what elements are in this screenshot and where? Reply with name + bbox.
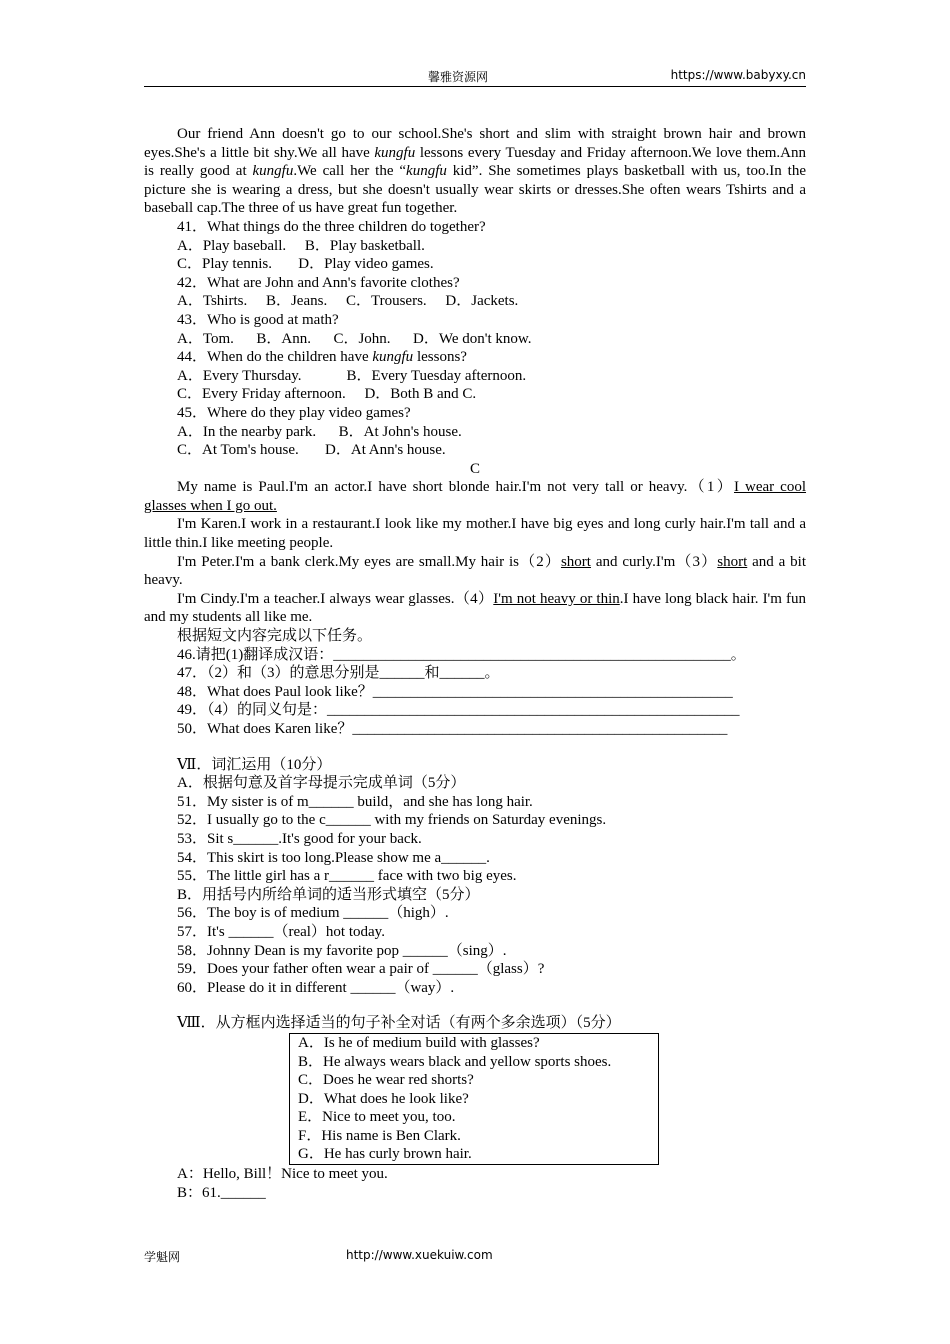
passage-text: My name is Paul.I'm an actor.I have short blonde hair.I'm not very tall or heavy.（1） xyxy=(177,479,734,496)
option-a: A．Is he of medium build with glasses? xyxy=(298,1034,540,1051)
passage-italic: kungfu xyxy=(406,163,447,180)
passage-italic: kungfu xyxy=(252,163,294,180)
passage-text: Our friend Ann doesn't go to our school.She's short and slim with straight brown hair and brown eyes.She's a little bit shy.We all have xyxy=(144,126,806,161)
question-43: 43．Who is good at math? xyxy=(177,311,339,328)
option-g: G．He has curly brown hair. xyxy=(298,1146,472,1163)
question-text: 44．When do the children have xyxy=(177,349,373,366)
passage-text: and curly.I'm（3） xyxy=(590,553,718,570)
passage-text: lessons every Tuesday and Friday afternoon.We love them.Ann is really good at xyxy=(144,144,806,180)
underlined-word-3: short xyxy=(717,553,748,570)
passage-c-peter xyxy=(144,553,806,590)
dialogue-line-a: A：Hello, Bill！Nice to meet you. xyxy=(177,1166,388,1183)
question-47: 47．（2）和（3）的意思分别是______和______。 xyxy=(177,665,500,682)
section-7-title: Ⅶ．词汇运用（10分） xyxy=(177,756,332,773)
question-59: 59．Does your father often wear a pair of ______（glass）? xyxy=(177,961,545,978)
passage-c-karen: I'm Karen.I work in a restaurant.I look like my mother.I have big eyes and long curly hair.I'm tall and a little thin.I like meeting people. xyxy=(144,516,806,552)
task-intro: 根据短文内容完成以下任务。 xyxy=(177,628,373,645)
question-42-options: A．Tshirts. B．Jeans. C．Trousers. D．Jackets. xyxy=(177,293,519,310)
option-d: D．What does he look like? xyxy=(298,1090,469,1107)
question-48: 48．What does Paul look like？________________________________________________ xyxy=(177,683,733,700)
section-8-title: Ⅷ．从方框内选择适当的句子补全对话（有两个多余选项）（5分） xyxy=(177,1015,621,1032)
dialogue-line-b: B：61.______ xyxy=(177,1184,266,1201)
question-italic: kungfu xyxy=(372,349,414,366)
question-text: lessons? xyxy=(413,349,467,366)
passage-text: .We call her the “ xyxy=(293,163,407,180)
passage-text: and a bit heavy. xyxy=(144,553,806,589)
question-56: 56．The boy is of medium ______（high）. xyxy=(177,905,449,922)
question-50: 50．What does Karen like？__________________________________________________ xyxy=(177,721,728,737)
question-46: 46.请把(1)翻译成汉语：_____________________________________________________。 xyxy=(177,646,746,663)
underlined-sentence-4: I'm not heavy or thin xyxy=(493,590,620,607)
question-45-options-ab: A．In the nearby park. B．At John's house. xyxy=(177,423,462,440)
question-42: 42．What are John and Ann's favorite clothes? xyxy=(177,274,460,291)
passage-c-paul xyxy=(144,478,806,515)
question-45-options-cd: C．At Tom's house. D．At Ann's house. xyxy=(177,442,446,459)
question-41-options-ab: A．Play baseball. B．Play basketball. xyxy=(177,237,425,254)
section-7b-title: B．用括号内所给单词的适当形式填空（5分） xyxy=(177,886,480,903)
question-60: 60．Please do it in different ______（way）. xyxy=(177,979,455,996)
document-body xyxy=(144,125,806,1202)
question-54: 54．This skirt is too long.Please show me a______. xyxy=(177,849,490,866)
option-e: E．Nice to meet you, too. xyxy=(298,1109,456,1126)
underlined-sentence-1: I wear cool glasses when I go out. xyxy=(144,479,807,514)
passage-c-cindy xyxy=(144,590,806,627)
passage-text: I'm Cindy.I'm a teacher.I always wear glasses.（4） xyxy=(177,590,494,607)
option-f: F．His name is Ben Clark. xyxy=(298,1127,461,1144)
option-b: B．He always wears black and yellow sports shoes. xyxy=(298,1053,612,1070)
question-55: 55．The little girl has a r______ face with two big eyes. xyxy=(177,868,517,885)
question-52: 52．I usually go to the c______ with my friends on Saturday evenings. xyxy=(177,812,607,829)
question-43-options: A．Tom. B．Ann. C．John. D．We don't know. xyxy=(177,330,532,347)
section-c-title: C xyxy=(469,460,480,477)
footer-site-name: 学魁网 xyxy=(144,1250,181,1264)
question-53: 53．Sit s______.It's good for your back. xyxy=(177,830,422,847)
passage-text: .I have long black hair. I'm fun and my students all like me. xyxy=(144,590,806,626)
question-57: 57．It's ______（real）hot today. xyxy=(177,923,385,940)
question-45: 45．Where do they play video games? xyxy=(177,404,411,421)
question-51: 51．My sister is of m______ build，and she has long hair. xyxy=(177,793,533,810)
question-44 xyxy=(144,348,806,367)
question-44-options-ab: A．Every Thursday. B．Every Tuesday afternoon. xyxy=(177,367,527,384)
header-site-name: 馨雅资源网 xyxy=(428,70,489,84)
underlined-word-2: short xyxy=(560,553,591,570)
section-7a-title: A．根据句意及首字母提示完成单词（5分） xyxy=(177,775,466,792)
question-44-options-cd: C．Every Friday afternoon. D．Both B and C. xyxy=(177,386,477,403)
passage-text: I'm Peter.I'm a bank clerk.My eyes are small.My hair is（2） xyxy=(177,553,561,570)
question-41: 41．What things do the three children do together? xyxy=(177,218,486,235)
footer-url[interactable]: http://www.xuekuiw.com xyxy=(346,1248,493,1262)
question-41-options-cd: C．Play tennis. D．Play video games. xyxy=(177,256,434,273)
option-c: C．Does he wear red shorts? xyxy=(298,1072,474,1089)
question-49: 49．（4）的同义句是：_______________________________________________________ xyxy=(177,702,740,719)
question-58: 58．Johnny Dean is my favorite pop ______（sing）. xyxy=(177,942,507,959)
passage-text: kid”. She sometimes plays basketball with us, too.In the picture she is wearing a dress, but she doesn't usually wear skirts or dresses.She often wears Tshirts and a baseball cap.The three of us have great fun together. xyxy=(144,163,806,217)
passage-italic: kungfu xyxy=(374,144,416,161)
page-footer xyxy=(144,1248,493,1265)
page-header xyxy=(144,66,806,87)
header-url[interactable]: https://www.babyxy.cn xyxy=(670,68,806,82)
passage-b xyxy=(144,125,806,218)
options-box xyxy=(289,1033,659,1165)
